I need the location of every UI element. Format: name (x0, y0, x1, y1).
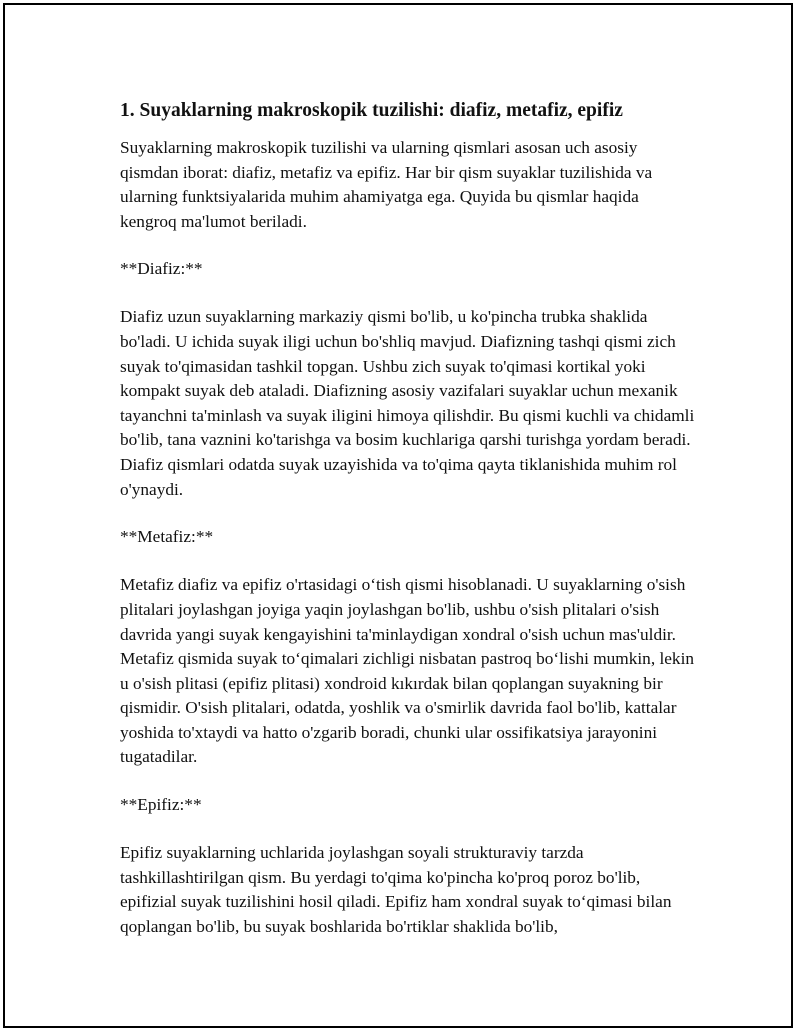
document-content (120, 97, 695, 962)
section-heading-metafiz: **Metafiz:** (120, 526, 214, 546)
section-heading-epifiz: **Epifiz:** (120, 794, 202, 814)
page-frame (3, 3, 793, 1028)
section-body-metafiz: Metafiz diafiz va epifiz o'rtasidagi o‘tish qismi hisoblanadi. U suyaklarning o'sish plitalari joylashgan joyiga yaqin joylashgan bo'lib, ushbu o'sish plitalari o'sish davrida yangi suyak kengayishini ta'minlaydigan xondral o'sish uchun mas'uldir. Metafiz qismida suyak to‘qimalari zichligi nisbatan pastroq bo‘lishi mumkin, lekin u o'sish plitasi (epifiz plitasi) xondroid kıkırdak bilan qoplangan suyakning bir qismidir. O'sish plitalari, odatda, yoshlik va o'smirlik davrida faol bo'lib, kattalar yoshida to'xtaydi va hatto o'zgarib boradi, chunki ular ossifikatsiya jarayonini tugatadilar. (120, 575, 695, 767)
section-heading-diafiz: **Diafiz:** (120, 258, 203, 278)
document-title: 1. Suyaklarning makroskopik tuzilishi: diafiz, metafiz, epifiz (120, 100, 623, 121)
intro-paragraph: Suyaklarning makroskopik tuzilishi va ularning qismlari asosan uch asosiy qismdan iborat: diafiz, metafiz va epifiz. Har bir qism suyaklar tuzilishida va ularning funktsiyalarida muhim ahamiyatga ega. Quyida bu qismlar haqida kengroq ma'lumot beriladi. (120, 138, 653, 231)
section-body-epifiz: Epifiz suyaklarning uchlarida joylashgan soyali strukturaviy tarzda tashkillashtirilgan qism. Bu yerdagi to'qima ko'pincha ko'proq poroz bo'lib, epifizial suyak tuzilishini hosil qiladi. Epifiz ham xondral suyak to‘qimasi bilan qoplangan bo'lib, bu suyak boshlarida bo'rtiklar shaklida bo'lib, (120, 843, 672, 936)
section-body-diafiz: Diafiz uzun suyaklarning markaziy qismi bo'lib, u ko'pincha trubka shaklida bo'ladi. U ichida suyak iligi uchun bo'shliq mavjud. Diafizning tashqi qismi zich suyak to'qimasidan tashkil topgan. Ushbu zich suyak to'qimasi kortikal yoki kompakt suyak deb ataladi. Diafizning asosiy vazifalari suyaklar uchun mexanik tayanchni ta'minlash va suyak iligini himoya qilishdir. Bu qismi kuchli va chidamli bo'lib, tana vaznini ko'tarishga va bosim kuchlariga qarshi turishga yordam beradi. Diafiz qismlari odatda suyak uzayishida va to'qima qayta tiklanishida muhim rol o'ynaydi. (120, 307, 695, 499)
